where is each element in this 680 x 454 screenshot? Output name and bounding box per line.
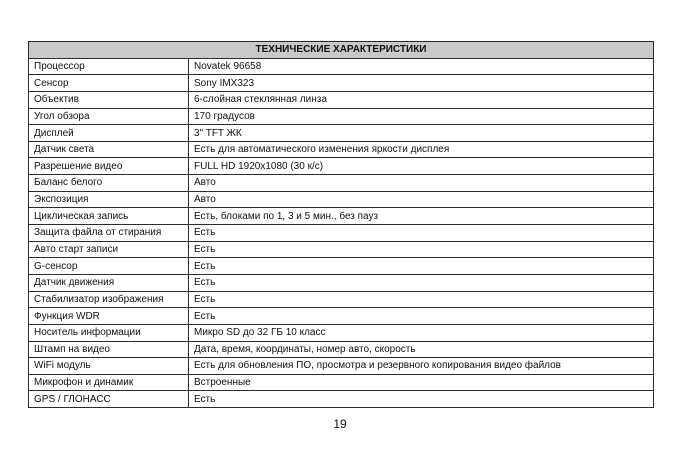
spec-value: 6-слойная стеклянная линза (189, 91, 654, 108)
page-number: 19 (333, 417, 347, 431)
spec-value: Есть (189, 241, 654, 258)
spec-label: Циклическая запись (29, 208, 189, 225)
spec-value: Есть для автоматического изменения яркости дисплея (189, 141, 654, 158)
table-row (29, 141, 654, 158)
spec-table (28, 41, 654, 408)
table-row (29, 341, 654, 358)
spec-label: GPS / ГЛОНАСС (29, 391, 189, 408)
spec-value: Авто (189, 175, 654, 192)
spec-value: Есть, блоками по 1, 3 и 5 мин., без пауз (189, 208, 654, 225)
table-row (29, 225, 654, 242)
table-body (29, 58, 654, 407)
table-row (29, 175, 654, 192)
table-row (29, 158, 654, 175)
spec-label: Объектив (29, 91, 189, 108)
table-row (29, 58, 654, 75)
spec-value: Дата, время, координаты, номер авто, скорость (189, 341, 654, 358)
table-row (29, 291, 654, 308)
spec-value: FULL HD 1920x1080 (30 к/с) (189, 158, 654, 175)
table-row (29, 191, 654, 208)
spec-label: Микрофон и динамик (29, 374, 189, 391)
spec-label: Разрешение видео (29, 158, 189, 175)
table-row (29, 108, 654, 125)
spec-label: Функция WDR (29, 308, 189, 325)
spec-label: Баланс белого (29, 175, 189, 192)
table-row (29, 91, 654, 108)
table-row (29, 241, 654, 258)
spec-label: Дисплей (29, 125, 189, 142)
spec-label: Процессор (29, 58, 189, 75)
table-row (29, 358, 654, 375)
spec-label: WiFi модуль (29, 358, 189, 375)
table-header-row (29, 42, 654, 59)
spec-value: Есть (189, 274, 654, 291)
spec-value: Sony IMX323 (189, 75, 654, 92)
spec-label: G-сенсор (29, 258, 189, 275)
spec-value: Есть (189, 225, 654, 242)
spec-value: Есть для обновления ПО, просмотра и резервного копирования видео файлов (189, 358, 654, 375)
table-row (29, 258, 654, 275)
spec-label: Экспозиция (29, 191, 189, 208)
spec-value: Есть (189, 291, 654, 308)
spec-label: Штамп на видео (29, 341, 189, 358)
table-row (29, 308, 654, 325)
spec-value: 3" TFT ЖК (189, 125, 654, 142)
spec-label: Датчик движения (29, 274, 189, 291)
table-row (29, 374, 654, 391)
spec-label: Защита файла от стирания (29, 225, 189, 242)
table-row (29, 125, 654, 142)
spec-value: Есть (189, 308, 654, 325)
spec-label: Сенсор (29, 75, 189, 92)
spec-label: Авто старт записи (29, 241, 189, 258)
spec-label: Стабилизатор изображения (29, 291, 189, 308)
spec-value: 170 градусов (189, 108, 654, 125)
spec-value: Встроенные (189, 374, 654, 391)
spec-label: Датчик света (29, 141, 189, 158)
spec-value: Есть (189, 258, 654, 275)
table-row (29, 391, 654, 408)
table-row (29, 75, 654, 92)
table-row (29, 324, 654, 341)
spec-value: Novatek 96658 (189, 58, 654, 75)
spec-label: Угол обзора (29, 108, 189, 125)
spec-value: Авто (189, 191, 654, 208)
spec-label: Носитель информации (29, 324, 189, 341)
spec-value: Микро SD до 32 ГБ 10 класс (189, 324, 654, 341)
table-title: ТЕХНИЧЕСКИЕ ХАРАКТЕРИСТИКИ (29, 42, 654, 59)
spec-value: Есть (189, 391, 654, 408)
table-row (29, 274, 654, 291)
table-row (29, 208, 654, 225)
